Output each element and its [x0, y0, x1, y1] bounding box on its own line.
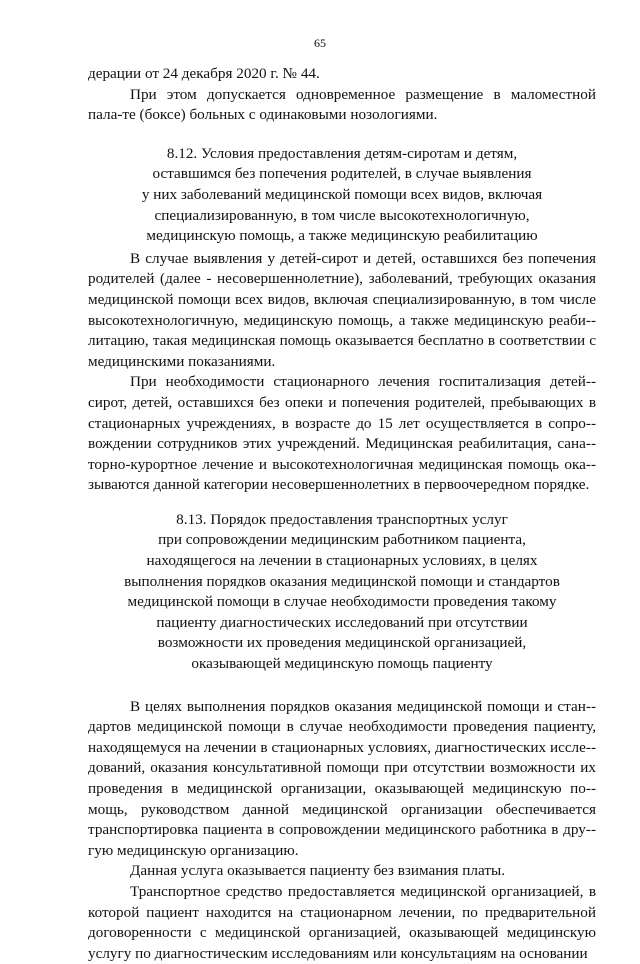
paragraph-8-13-2: Данная услуга оказывается пациенту без взимания платы. [130, 862, 505, 880]
section-heading-8-13: 8.13. Порядок предоставления транспортных услуг при сопровождении медицинским работником пациента, находящегося на лечении в стационарных условиях, в целях выполнения порядков оказания медицинской помощи и стандартов медицинской помощи в случае необходимости проведения такому пациенту диагностических исследований при отсутствии возможности их проведения медицинской организацией, оказывающей медицинскую помощь пациенту [124, 510, 560, 673]
section-heading-8-12: 8.12. Условия предоставления детям-сиротам и детям, оставшимся без попечения родителей, в случае выявления у них заболеваний медицинской помощи всех видов, включая специализированную, в том числе высокотехнологичную, медицинскую помощь, а также медицинскую реабилитацию [141, 144, 543, 245]
document-body [88, 64, 596, 964]
placement-paragraph: При этом допускается одновременное размещение в маломестной пала-те (боксе) больных с одинаковыми нозологиями. [88, 85, 596, 124]
paragraph-8-13-1: В целях выполнения порядков оказания медицинской помощи и стан-дартов медицинской помощи в случае необходимости проведения пациенту, находящемуся на лечении в стационарных условиях, диагностических иссле-дований, оказания консультативной помощи при отсутствии возможности их проведения в медицинской организации, оказывающей медицинскую по-мощь, руководством данной медицинской организации обеспечивается транспортировка пациента в сопровождении медицинского работника в дру-гую медицинскую организацию. [88, 697, 596, 859]
continuation-paragraph: дерации от 24 декабря 2020 г. № 44. [88, 65, 320, 82]
page-number: 65 [314, 36, 326, 50]
paragraph-8-12-1: В случае выявления у детей-сирот и детей, оставшихся без попечения родителей (далее - несовершеннолетние), заболеваний, требующих оказания медицинской помощи всех видов, включая специализированную, в том числе высокотехнологичную, медицинскую помощь, а также медицинскую реаби-литацию, такая медицинская помощь оказывается бесплатно в соответствии с медицинскими показаниями. [88, 249, 596, 370]
paragraph-8-13-3: Транспортное средство предоставляется медицинской организацией, в которой пациент находится на стационарном лечении, по предварительной договоренности с медицинской организацией, оказывающей медицинскую услугу по диагностическим исследованиям или консультациям на основании [88, 882, 596, 962]
paragraph-8-12-2: При необходимости стационарного лечения госпитализация детей-сирот, детей, оставшихся без опеки и попечения родителей, пребывающих в стационарных учреждениях, в возрасте до 15 лет осуществляется в сопро-вождении сотрудников этих учреждений. Медицинская реабилитация, сана-торно-курортное лечение и высокотехнологичная медицинская помощь ока-зываются данной категории несовершеннолетних в первоочередном порядке. [88, 373, 596, 494]
